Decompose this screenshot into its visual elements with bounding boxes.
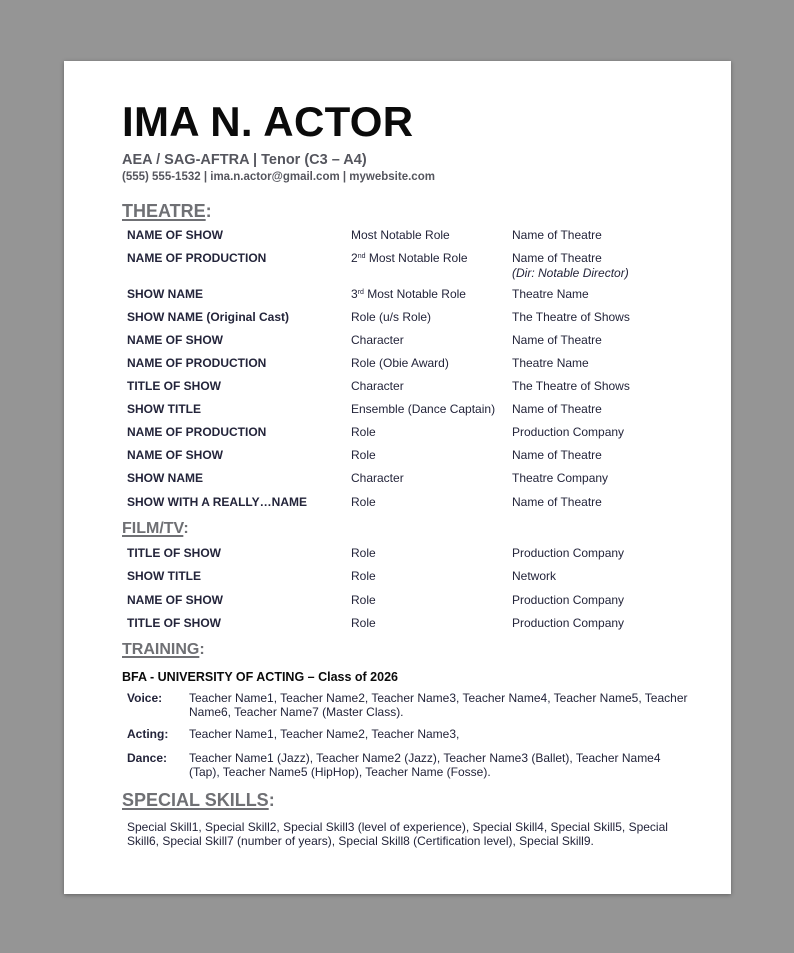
role-text: Most Notable Role <box>367 287 466 301</box>
training-teachers: Teacher Name1, Teacher Name2, Teacher Name3, Teacher Name4, Teacher Name5, Teacher Name6, Teacher Name7 (Master Class). <box>189 691 688 719</box>
role <box>351 287 466 301</box>
director-note: (Dir: Notable Director) <box>512 266 629 280</box>
venue: Network <box>512 569 557 583</box>
venue: Name of Theatre <box>512 495 602 509</box>
role-text: Most Notable Role <box>368 251 468 265</box>
show-title: SHOW NAME <box>127 471 203 485</box>
role: Role <box>351 569 376 583</box>
show-title: NAME OF PRODUCTION <box>127 425 267 439</box>
film-tv-heading: FILM/TV: <box>122 520 189 537</box>
training-heading-text: TRAINING <box>122 641 200 658</box>
venue: Name of Theatre <box>512 228 602 242</box>
role-ordinal: 2 <box>351 251 358 265</box>
role: Role <box>351 495 376 509</box>
actor-name: IMA N. ACTOR <box>122 98 414 145</box>
show-title: NAME OF PRODUCTION <box>127 356 267 370</box>
venue: Name of Theatre <box>512 333 602 347</box>
role: Role (u/s Role) <box>351 310 432 324</box>
role: Role (Obie Award) <box>351 356 449 370</box>
training-label: Acting: <box>127 727 169 741</box>
show-title: SHOW TITLE <box>127 402 201 416</box>
venue: The Theatre of Shows <box>512 379 630 393</box>
resume-page <box>64 61 731 894</box>
training-teachers: Teacher Name1 (Jazz), Teacher Name2 (Jazz), Teacher Name3 (Ballet), Teacher Name4 (Tap), Teacher Name5 (HipHop), Teacher Name (Fosse). <box>189 751 661 779</box>
venue: Production Company <box>512 425 625 439</box>
role-ordinal-suffix: rd <box>357 289 364 296</box>
show-title: SHOW NAME (Original Cast) <box>127 310 290 324</box>
venue: Name of Theatre <box>512 402 602 416</box>
role: Character <box>351 333 404 347</box>
training-teachers: Teacher Name1, Teacher Name2, Teacher Name3, <box>189 727 460 741</box>
venue: Theatre Name <box>512 287 589 301</box>
show-title: NAME OF SHOW <box>127 448 223 462</box>
venue: Name of Theatre <box>512 448 602 462</box>
training-label: Dance: <box>127 751 168 765</box>
film-tv-heading-text: FILM/TV <box>122 520 184 537</box>
theatre-heading: THEATRE: <box>122 201 212 221</box>
role: Role <box>351 425 376 439</box>
venue: Production Company <box>512 593 625 607</box>
role <box>351 251 468 265</box>
role: Character <box>351 471 404 485</box>
role: Character <box>351 379 404 393</box>
role-ordinal: 3 <box>351 287 358 301</box>
contact-line: (555) 555-1532 | ima.n.actor@gmail.com | mywebsite.com <box>122 171 435 183</box>
union-voice-line: AEA / SAG-AFTRA | Tenor (C3 – A4) <box>122 152 367 168</box>
role: Role <box>351 593 376 607</box>
venue: Theatre Company <box>512 471 609 485</box>
role: Ensemble (Dance Captain) <box>351 402 496 416</box>
venue <box>512 251 629 280</box>
show-title: TITLE OF SHOW <box>127 379 221 393</box>
special-skills-text: Special Skill1, Special Skill2, Special Skill3 (level of experience), Special Skill4, Special Skill5, Special Skill6, Special Skill7 (number of years), Special Skill8 (Certification level), Special Skill9. <box>127 820 668 848</box>
degree-line: BFA - UNIVERSITY OF ACTING – Class of 2026 <box>122 670 398 684</box>
show-title: SHOW WITH A REALLY…NAME <box>127 495 307 509</box>
show-title: NAME OF PRODUCTION <box>127 251 267 265</box>
role: Role <box>351 448 376 462</box>
role-ordinal-suffix: nd <box>357 253 366 260</box>
show-title: TITLE OF SHOW <box>127 616 221 630</box>
show-title: NAME OF SHOW <box>127 593 223 607</box>
show-title: TITLE OF SHOW <box>127 546 221 560</box>
show-title: NAME OF SHOW <box>127 333 223 347</box>
theatre-heading-text: THEATRE <box>122 201 206 221</box>
role: Role <box>351 616 376 630</box>
special-skills-heading: SPECIAL SKILLS: <box>122 790 275 810</box>
theatre-row <box>127 495 687 525</box>
training-label: Voice: <box>127 691 163 705</box>
show-title: SHOW TITLE <box>127 569 201 583</box>
venue-text: Name of Theatre <box>512 251 602 265</box>
film-tv-row <box>127 616 687 646</box>
role: Role <box>351 546 376 560</box>
venue: The Theatre of Shows <box>512 310 630 324</box>
training-heading: TRAINING: <box>122 641 205 658</box>
show-title: NAME OF SHOW <box>127 228 223 242</box>
venue: Production Company <box>512 546 625 560</box>
theatre-row <box>127 251 687 281</box>
show-title: SHOW NAME <box>127 287 203 301</box>
role: Most Notable Role <box>351 228 450 242</box>
venue: Production Company <box>512 616 625 630</box>
special-skills-heading-text: SPECIAL SKILLS <box>122 790 269 810</box>
venue: Theatre Name <box>512 356 589 370</box>
